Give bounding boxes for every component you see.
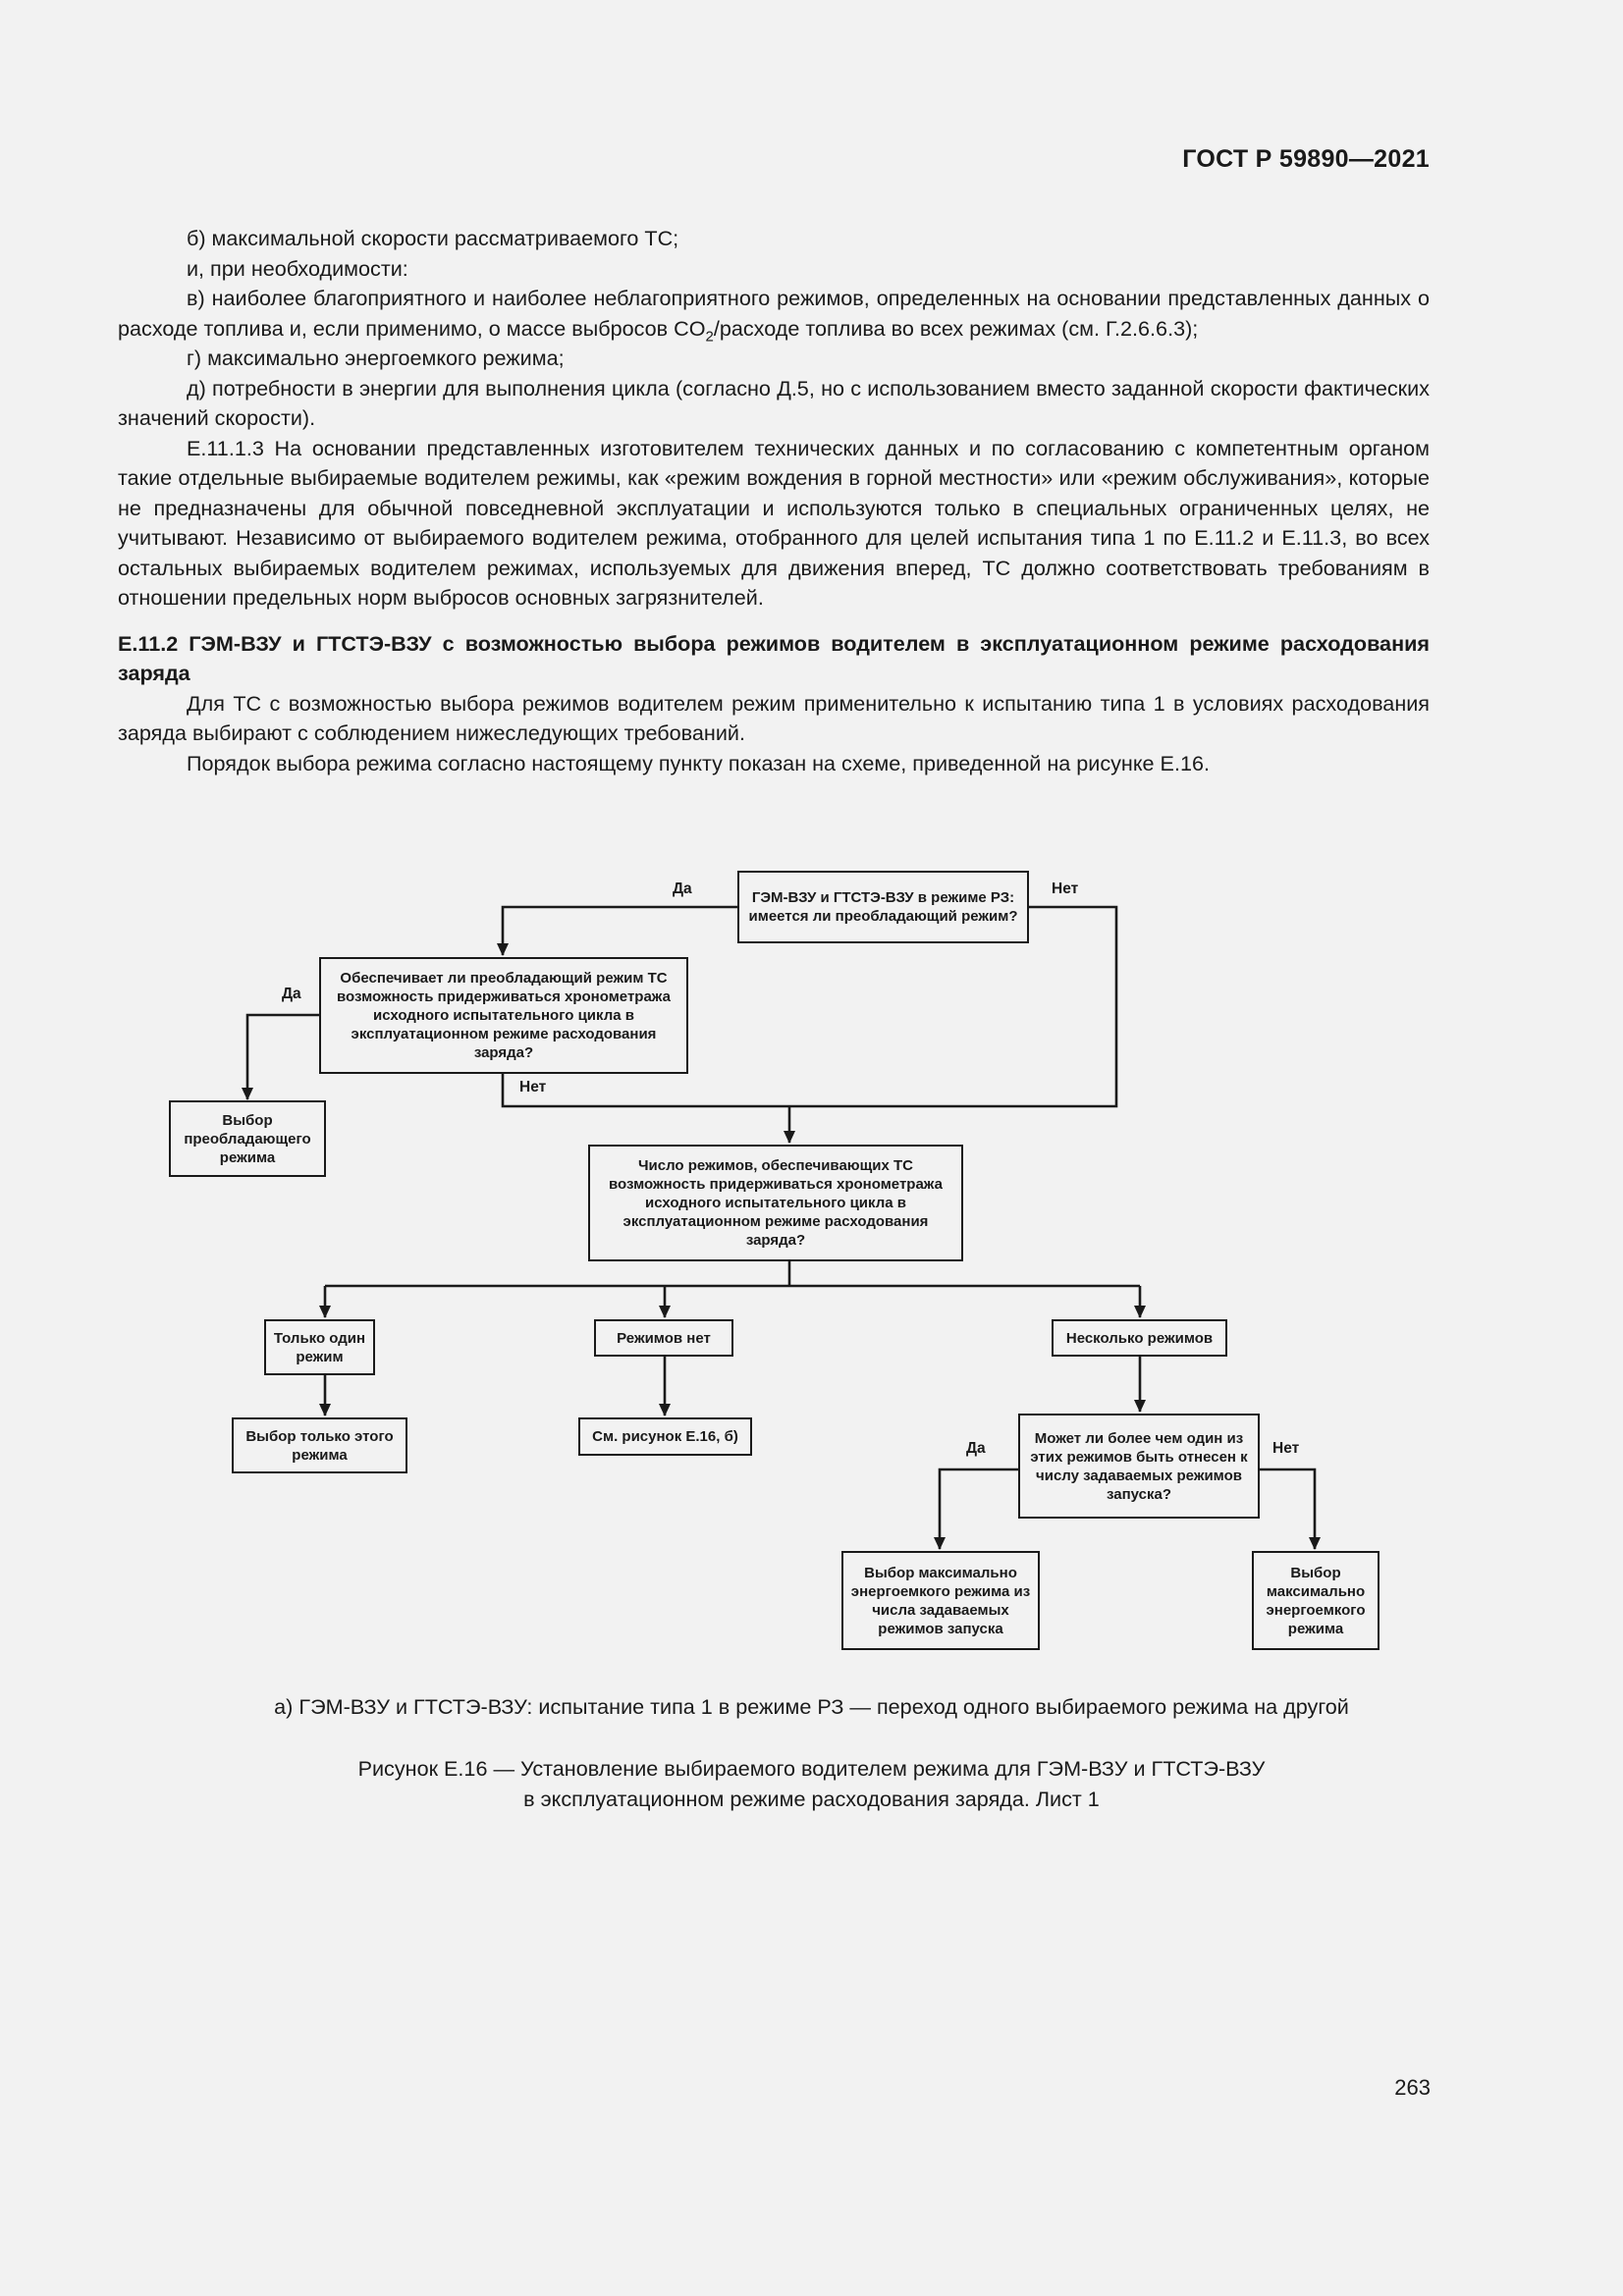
arrowhead xyxy=(319,1306,331,1318)
label-yes: Да xyxy=(673,881,692,897)
body-text xyxy=(118,224,1430,778)
label-no: Нет xyxy=(1272,1440,1300,1457)
label-yes: Да xyxy=(282,986,301,1002)
connector-q2-yes xyxy=(247,1015,319,1099)
flow-question-dominant-mode: ГЭМ-ВЗУ и ГТСТЭ-ВЗУ в режиме РЗ: имеется ли преобладающий режим? xyxy=(737,871,1029,943)
arrowhead xyxy=(1134,1306,1146,1318)
arrowhead xyxy=(784,1131,795,1144)
label-yes: Да xyxy=(966,1440,986,1457)
connector-q4-yes xyxy=(940,1469,1018,1549)
paragraph-co2 xyxy=(118,284,1430,344)
figure-caption xyxy=(0,1753,1623,1814)
flow-result-dominant-mode: Выбор преобладающего режима xyxy=(169,1100,326,1177)
arrowhead xyxy=(319,1404,331,1416)
flow-branch-one-mode: Только один режим xyxy=(264,1319,375,1375)
arrowhead xyxy=(934,1537,946,1550)
connector-q4-no xyxy=(1259,1469,1315,1549)
paragraph: Порядок выбора режима согласно настоящему пункту показан на схеме, приведенной на рисунке Е.16. xyxy=(187,750,1210,775)
flow-question-startup-modes: Может ли более чем один из этих режимов быть отнесен к числу задаваемых режимов запуска? xyxy=(1018,1414,1260,1519)
flow-branch-no-modes: Режимов нет xyxy=(594,1319,733,1357)
flow-question-mode-count: Число режимов, обеспечивающих ТС возможность придерживаться хронометража исходного испытательного цикла в эксплуатационном режиме расходования заряда? xyxy=(588,1145,963,1261)
label-no: Нет xyxy=(519,1079,547,1095)
paragraph: Е.11.1.3 На основании представленных изготовителем технических данных и по согласованию с компетентным органом такие отдельные выбираемые водителем режимы, как «режим вождения в горной местности» или «режим обслуживания», которые не предназначены для обычной повседневной эксплуатации и используются только в специальных ограниченных целях, не учитывают. Независимо от выбираемого водителем режима, отобранного для целей испытания типа 1 по Е.11.2 и Е.11.3, во всех остальных выбираемых водителем режимах, используемых для движения вперед, ТС должно соответствовать требованиям в отношении предельных норм выбросов основных загрязнителей. xyxy=(118,435,1430,610)
figure-caption-line: Рисунок Е.16 — Установление выбираемого водителем режима для ГЭМ-ВЗУ и ГТСТЭ-ВЗУ xyxy=(357,1756,1266,1781)
document-standard-header: ГОСТ Р 59890—2021 xyxy=(1182,145,1430,173)
flow-branch-several-modes: Несколько режимов xyxy=(1052,1319,1227,1357)
flow-question-dominant-timing: Обеспечивает ли преобладающий режим ТС возможность придерживаться хронометража исходного испытательного цикла в эксплуатационном режиме расходования заряда? xyxy=(319,957,688,1074)
arrowhead xyxy=(242,1088,253,1100)
flow-result-see-figure: См. рисунок Е.16, б) xyxy=(578,1417,752,1456)
section-heading: Е.11.2 ГЭМ-ВЗУ и ГТСТЭ-ВЗУ с возможностью выбора режимов водителем в эксплуатационном режиме расходования заряда xyxy=(118,630,1430,685)
label-no: Нет xyxy=(1052,881,1079,897)
paragraph: и, при необходимости: xyxy=(187,255,408,281)
co2-subscript: 2 xyxy=(705,327,714,345)
paragraph: д) потребности в энергии для выполнения цикла (согласно Д.5, но с использованием вместо заданной скорости фактических значений скорости). xyxy=(118,375,1430,430)
page-number: 263 xyxy=(1394,2075,1431,2100)
paragraph: Для ТС с возможностью выбора режимов водителем режим применительно к испытанию типа 1 в условиях расходования заряда выбирают с соблюдением нижеследующих требований. xyxy=(118,690,1430,745)
paragraph: б) максимальной скорости рассматриваемого ТС; xyxy=(187,226,679,250)
flow-result-max-energy-startup: Выбор максимально энергоемкого режима из числа задаваемых режимов запуска xyxy=(841,1551,1040,1650)
flow-result-only-this-mode: Выбор только этого режима xyxy=(232,1417,407,1473)
arrowhead xyxy=(659,1306,671,1318)
figure-caption-line: в эксплуатационном режиме расходования заряда. Лист 1 xyxy=(523,1787,1100,1811)
arrowhead xyxy=(1309,1537,1321,1550)
subfigure-caption: а) ГЭМ-ВЗУ и ГТСТЭ-ВЗУ: испытание типа 1 в режиме РЗ — переход одного выбираемого режима на другой xyxy=(274,1694,1349,1719)
arrowhead xyxy=(659,1404,671,1416)
arrowhead xyxy=(497,943,509,956)
paragraph: г) максимально энергоемкого режима; xyxy=(187,346,565,370)
connector-q1-yes xyxy=(503,907,737,955)
arrowhead xyxy=(1134,1400,1146,1413)
paragraph-part: в) наиболее благоприятного и наиболее неблагоприятного режимов, определенных на основании представленных данных о расходе топлива и, если применимо, о массе выбросов CO xyxy=(118,286,1430,341)
paragraph-part: /расходе топлива во всех режимах (см. Г.2.6.6.3); xyxy=(713,315,1199,341)
flow-result-max-energy: Выбор максимально энергоемкого режима xyxy=(1252,1551,1380,1650)
